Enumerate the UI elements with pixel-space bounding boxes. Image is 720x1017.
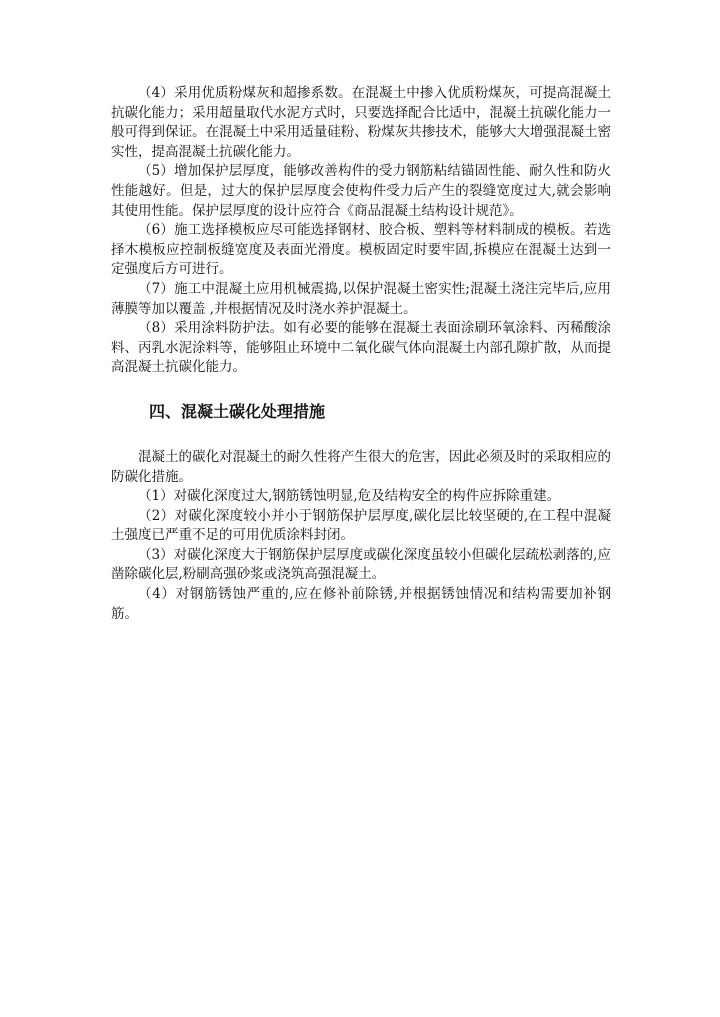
paragraph-item-2: （2）对碳化深度较小并小于钢筋保护层厚度,碳化层比较坚硬的,在工程中混凝土强度已严重不足的可用优质涂料封闭。 xyxy=(111,507,611,544)
section-3-measures xyxy=(111,84,611,378)
paragraph-item-3: （3）对碳化深度大于钢筋保护层厚度或碳化深度虽较小但碳化层疏松剥落的,应凿除碳化层,粉刷高强砂浆或浇筑高强混凝土。 xyxy=(111,546,611,583)
paragraph-item-1: （1）对碳化深度过大,钢筋锈蚀明显,危及结构安全的构件应拆除重建。 xyxy=(138,488,561,505)
paragraph-cover-thickness: （5）增加保护层厚度，能够改善构件的受力钢筋粘结锚固性能、耐久性和防火性能越好。但是，过大的保护层厚度会使构件受力后产生的裂缝宽度过大,就会影响其使用性能。保护层厚度的设计应符合《商品混凝土结构设计规范》。 xyxy=(111,163,611,219)
paragraph-intro: 混凝土的碳化对混凝土的耐久性将产生很大的危害，因此必须及时的采取相应的防碳化措施。 xyxy=(111,448,611,485)
section-4-body xyxy=(111,448,611,624)
section-4-title: 四、混凝土碳化处理措施 xyxy=(149,401,326,421)
paragraph-coating: （8）采用涂料防护法。如有必要的能够在混凝土表面涂刷环氧涂料、丙稀酸涂料、丙乳水泥涂料等，能够阻止环境中二氧化碳气体向混凝土内部孔隙扩散，从而提高混凝土抗碳化能力。 xyxy=(111,320,611,376)
paragraph-item-4: （4）对钢筋锈蚀严重的,应在修补前除锈,并根据锈蚀情况和结构需要加补钢筋。 xyxy=(111,586,611,622)
paragraph-formwork: （6）施工选择模板应尽可能选择钢材、胶合板、塑料等材料制成的模板。若选择木模板应控制板缝宽度及表面光滑度。模板固定时要牢固,拆模应在混凝土达到一定强度后方可进行。 xyxy=(111,222,611,278)
paragraph-vibration: （7）施工中混凝土应用机械震捣,以保护混凝土密实性;混凝土浇注完毕后,应用薄膜等加以覆盖 ,并根据情况及时浇水养护混凝土。 xyxy=(111,280,611,317)
paragraph-fly-ash: （4）采用优质粉煤灰和超掺系数。在混凝土中掺入优质粉煤灰，可提高混凝土抗碳化能力；采用超量取代水泥方式时，只要选择配合比适中，混凝土抗碳化能力一般可得到保证。在混凝土中采用适量硅粉、粉煤灰共掺技术，能够大大增强混凝土密实性，提高混凝土抗碳化能力。 xyxy=(111,85,611,160)
document-page xyxy=(111,84,611,624)
